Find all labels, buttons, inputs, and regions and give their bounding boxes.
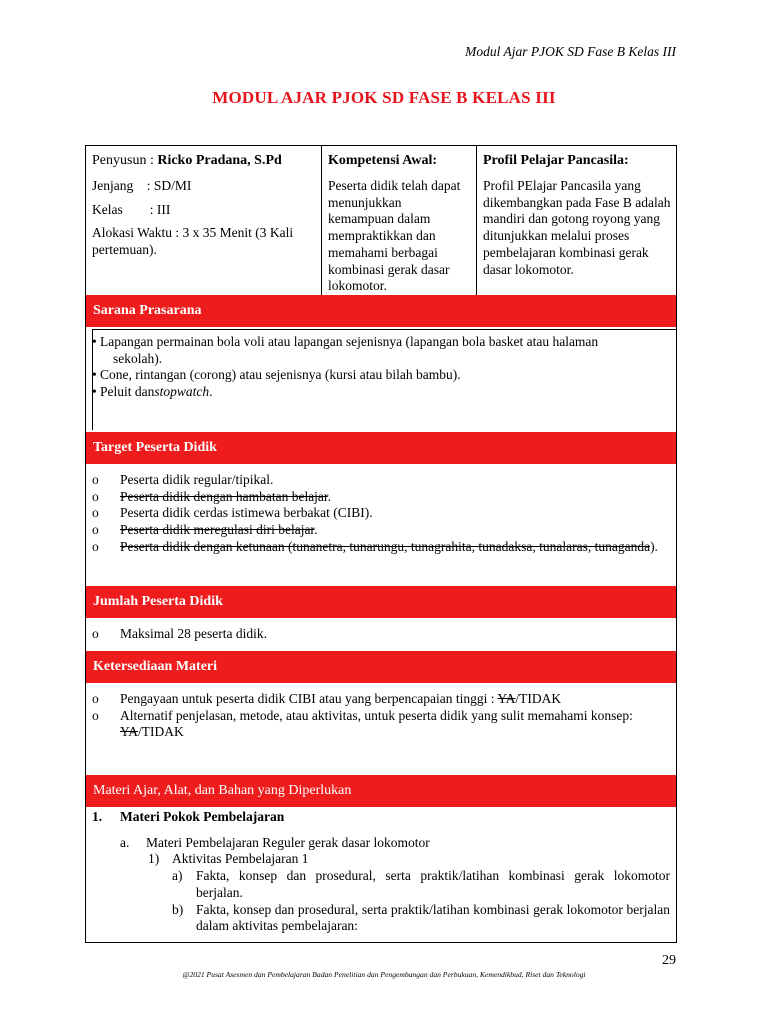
- section-header-sarana: Sarana Prasarana: [86, 295, 676, 327]
- list-item: • Cone, rintangan (corong) atau sejenisnya (kursi atau bilah bambu).: [92, 367, 461, 383]
- circle-bullet-icon: o: [92, 472, 99, 487]
- jenjang: Jenjang : SD/MI: [92, 178, 192, 193]
- circle-bullet-icon: o: [92, 522, 99, 538]
- list-item: o Peserta didik dengan ketunaan (tunanetra, tunarungu, tunagrahita, tunadaksa, tunalaras, tunaganda).: [92, 538, 658, 554]
- list-item: • Peluit dan stopwatch .: [92, 384, 213, 400]
- ketersediaan-list: [92, 691, 670, 741]
- kelas: Kelas : III: [92, 202, 171, 217]
- list-item-continuation: sekolah).: [113, 350, 163, 366]
- inner-border: [92, 329, 676, 330]
- section-header-target: Target Peserta Didik: [86, 432, 676, 464]
- list-item: o Peserta didik cerdas istimewa berbakat (CIBI).: [92, 505, 373, 521]
- circle-bullet-icon: o: [92, 626, 99, 641]
- footer-copyright: @2021 Pusat Asesmen dan Pembelajaran Badan Penelitian dan Pengembangan dan Perbukuan, Kemendikbud, Riset dan Teknologi: [182, 970, 586, 979]
- materi-pokok: 1. Materi Pokok Pembelajaran: [92, 809, 285, 824]
- materi-item-sub-b: b) Fakta, konsep dan prosedural, serta praktik/latihan kombinasi gerak lokomotor berjalan dalam aktivitas pembelajaran:: [172, 901, 670, 934]
- list-item: o Maksimal 28 peserta didik.: [92, 626, 267, 641]
- running-header: Modul Ajar PJOK SD Fase B Kelas III: [465, 44, 676, 59]
- column-divider: [321, 146, 322, 295]
- circle-bullet-icon: o: [92, 538, 99, 554]
- bullet-icon: •: [92, 334, 97, 349]
- alokasi-waktu: Alokasi Waktu : 3 x 35 Menit (3 Kali pertemuan).: [92, 225, 294, 257]
- module-table: [85, 145, 677, 943]
- circle-bullet-icon: o: [92, 505, 99, 521]
- list-item: • Lapangan permainan bola voli atau lapangan sejenisnya (lapangan bola basket atau halaman: [92, 334, 599, 349]
- penyusun-name: Ricko Pradana, S.Pd: [157, 153, 282, 168]
- bullet-icon: •: [92, 367, 97, 383]
- circle-bullet-icon: o: [92, 488, 99, 504]
- list-item: o Pengayaan untuk peserta didik CIBI atau yang berpencapaian tinggi : YA/TIDAK: [92, 691, 562, 706]
- sarana-list: [92, 334, 677, 401]
- materi-item-a: a. Materi Pembelajaran Reguler gerak dasar lokomotor: [120, 834, 430, 850]
- section-header-ketersediaan: Ketersediaan Materi: [86, 651, 676, 683]
- kompetensi-heading: Kompetensi Awal:: [328, 153, 438, 168]
- circle-bullet-icon: o: [92, 691, 99, 706]
- list-item: o Peserta didik regular/tipikal.: [92, 472, 274, 487]
- penyusun-label: Penyusun :: [92, 153, 158, 168]
- profil-heading: Profil Pelajar Pancasila:: [483, 153, 629, 168]
- list-item: o Peserta didik meregulasi diri belajar.: [92, 522, 318, 538]
- jumlah-list: [92, 626, 670, 643]
- penyusun-line: [92, 152, 317, 170]
- list-item: o Peserta didik dengan hambatan belajar.: [92, 488, 332, 504]
- materi-item-sub-a: a) Fakta, konsep dan prosedural, serta praktik/latihan kombinasi gerak lokomotor berjalan.: [172, 868, 670, 900]
- target-list: [92, 472, 670, 556]
- column-divider: [476, 146, 477, 295]
- list-item: o Alternatif penjelasan, metode, atau aktivitas, untuk peserta didik yang sulit memahami konsep: YA/TIDAK: [92, 707, 633, 740]
- bullet-icon: •: [92, 384, 97, 400]
- section-header-materi: Materi Ajar, Alat, dan Bahan yang Diperlukan: [86, 775, 676, 807]
- kompetensi-text: Peserta didik telah dapat menunjukkan kemampuan dalam mempraktikkan dan memahami berbagai kombinasi gerak dasar lokomotor.: [328, 178, 461, 294]
- document-title: MODUL AJAR PJOK SD FASE B KELAS III: [212, 88, 556, 107]
- materi-item-1: 1) Aktivitas Pembelajaran 1: [148, 851, 309, 867]
- circle-bullet-icon: o: [92, 707, 99, 723]
- section-header-jumlah: Jumlah Peserta Didik: [86, 586, 676, 618]
- profil-text: Profil PElajar Pancasila yang dikembangkan pada Fase B adalah mandiri dan gotong royong yang ditunjukkan melalui proses pembelajaran kombinasi gerak dasar lokomotor.: [483, 178, 671, 277]
- materi-content: [92, 809, 670, 935]
- page-number: 29: [662, 953, 676, 968]
